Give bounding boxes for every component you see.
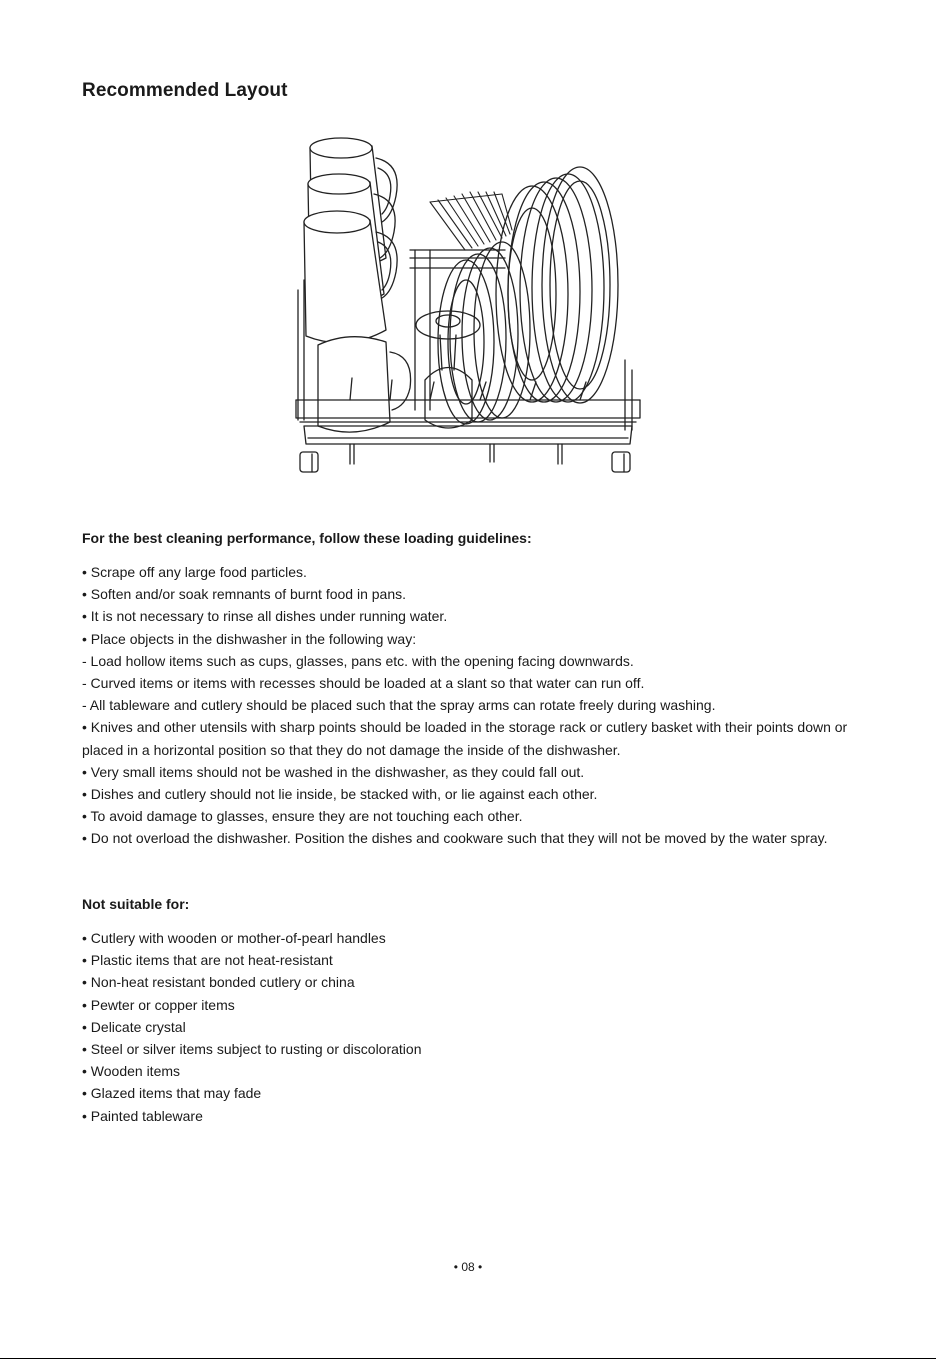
list-item: • Pewter or copper items	[82, 996, 235, 1013]
page-title: Recommended Layout	[82, 80, 288, 101]
bottom-rule	[0, 1358, 936, 1359]
list-item: - Curved items or items with recesses should be loaded at a slant so that water can run off.	[82, 675, 645, 692]
list-item: • Cutlery with wooden or mother-of-pearl handles	[82, 930, 386, 946]
cutlery-icon	[430, 192, 512, 250]
plate-icon	[438, 167, 618, 424]
list-item: • Non-heat resistant bonded cutlery or china	[82, 974, 355, 991]
list-item: • Wooden items	[82, 1063, 181, 1080]
page-number: • 08 •	[453, 1260, 483, 1274]
not-suitable-heading: Not suitable for:	[82, 896, 190, 912]
list-item: • Very small items should not be washed in the dishwasher, as they could fall out.	[82, 763, 585, 780]
list-item: • Glazed items that may fade	[82, 1085, 262, 1102]
list-item: • Painted tableware	[82, 1107, 203, 1124]
not-suitable-list	[82, 927, 862, 1127]
list-item: • Steel or silver items subject to rusting or discoloration	[82, 1041, 422, 1058]
dishwasher-rack-figure	[290, 130, 646, 480]
list-item: - All tableware and cutlery should be placed such that the spray arms can rotate freely during washing.	[82, 697, 716, 714]
mug-icon	[304, 138, 411, 432]
list-item: • Soften and/or soak remnants of burnt food in pans.	[82, 586, 406, 603]
list-item: • To avoid damage to glasses, ensure they are not touching each other.	[82, 808, 523, 825]
dishwasher-rack-illustration	[290, 130, 646, 480]
list-item: • It is not necessary to rinse all dishes under running water.	[82, 608, 448, 625]
list-item: - Load hollow items such as cups, glasses, pans etc. with the opening facing downwards.	[82, 652, 634, 669]
list-item: • Delicate crystal	[82, 1018, 186, 1035]
list-item: • Scrape off any large food particles.	[82, 564, 307, 580]
guidelines-heading: For the best cleaning performance, follow these loading guidelines:	[82, 530, 532, 546]
list-item: • Do not overload the dishwasher. Position the dishes and cookware such that they will not be moved by the water spray.	[82, 830, 828, 847]
guidelines-list	[82, 561, 862, 850]
list-item: • Knives and other utensils with sharp points should be loaded in the storage rack or cutlery basket with their points down or placed in a horizontal position so that they do not damage the inside of the dishwasher.	[82, 719, 848, 758]
list-item: • Place objects in the dishwasher in the following way:	[82, 630, 417, 647]
list-item: • Plastic items that are not heat-resistant	[82, 952, 333, 969]
list-item: • Dishes and cutlery should not lie inside, be stacked with, or lie against each other.	[82, 786, 598, 803]
